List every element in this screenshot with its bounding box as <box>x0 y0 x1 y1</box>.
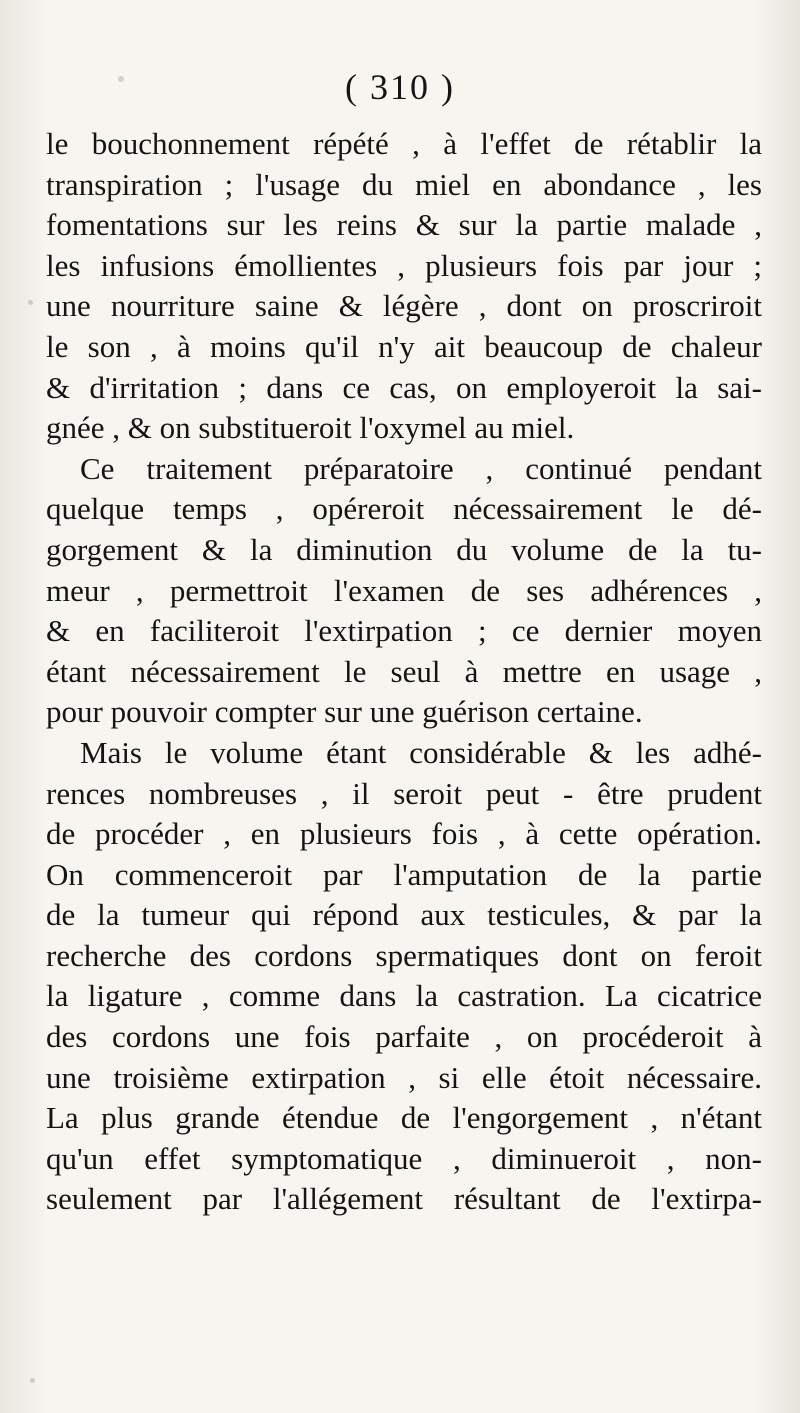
text-line: pour pouvoir compter sur une guérison certaine. <box>46 694 643 730</box>
text-line: qu'un effet symptomatique , diminueroit , non- <box>46 1140 762 1176</box>
text-line: gnée , & on substitueroit l'oxymel au miel. <box>46 410 575 446</box>
text-line: la ligature , comme dans la castration. La cicatrice <box>46 978 762 1014</box>
text-line: & en faciliteroit l'extirpation ; ce dernier moyen <box>46 613 762 649</box>
text-line: seulement par l'allégement résultant de l'extirpa- <box>46 1181 762 1217</box>
text-line: des cordons une fois parfaite , on procéderoit à <box>46 1019 762 1055</box>
text-line: une nourriture saine & légère , dont on proscriroit <box>46 288 762 324</box>
text-line: étant nécessairement le seul à mettre en usage , <box>46 653 762 689</box>
text-line: On commenceroit par l'amputation de la partie <box>46 856 762 892</box>
text-line: La plus grande étendue de l'engorgement , n'étant <box>46 1100 762 1136</box>
text-line: gorgement & la diminution du volume de la tu- <box>46 531 762 567</box>
text-line: Mais le volume étant considérable & les adhé- <box>80 734 762 770</box>
text-line: une troisième extirpation , si elle étoit nécessaire. <box>46 1059 762 1095</box>
text-line: meur , permettroit l'examen de ses adhérences , <box>46 572 762 608</box>
text-line: transpiration ; l'usage du miel en abondance , les <box>46 166 762 202</box>
text-line: recherche des cordons spermatiques dont on feroit <box>46 937 762 973</box>
text-line: quelque temps , opéreroit nécessairement le dé- <box>46 491 762 527</box>
text-line: Ce traitement préparatoire , continué pendant <box>80 450 762 486</box>
text-line: & d'irritation ; dans ce cas, on employeroit la sai- <box>46 369 762 405</box>
text-line: de procéder , en plusieurs fois , à cette opération. <box>46 816 762 852</box>
text-line: de la tumeur qui répond aux testicules, & par la <box>46 897 762 933</box>
page-number: ( 310 ) <box>345 67 455 107</box>
text-line: rences nombreuses , il seroit peut - être prudent <box>46 775 762 811</box>
ink-speck <box>30 1378 35 1383</box>
text-line: le son , à moins qu'il n'y ait beaucoup de chaleur <box>46 328 762 364</box>
text-line: les infusions émollientes , plusieurs fois par jour ; <box>46 247 762 283</box>
text-line: fomentations sur les reins & sur la partie malade , <box>46 207 762 243</box>
body-text <box>46 124 762 1220</box>
text-line: le bouchonnement répété , à l'effet de rétablir la <box>46 126 762 161</box>
ink-speck <box>28 300 33 305</box>
